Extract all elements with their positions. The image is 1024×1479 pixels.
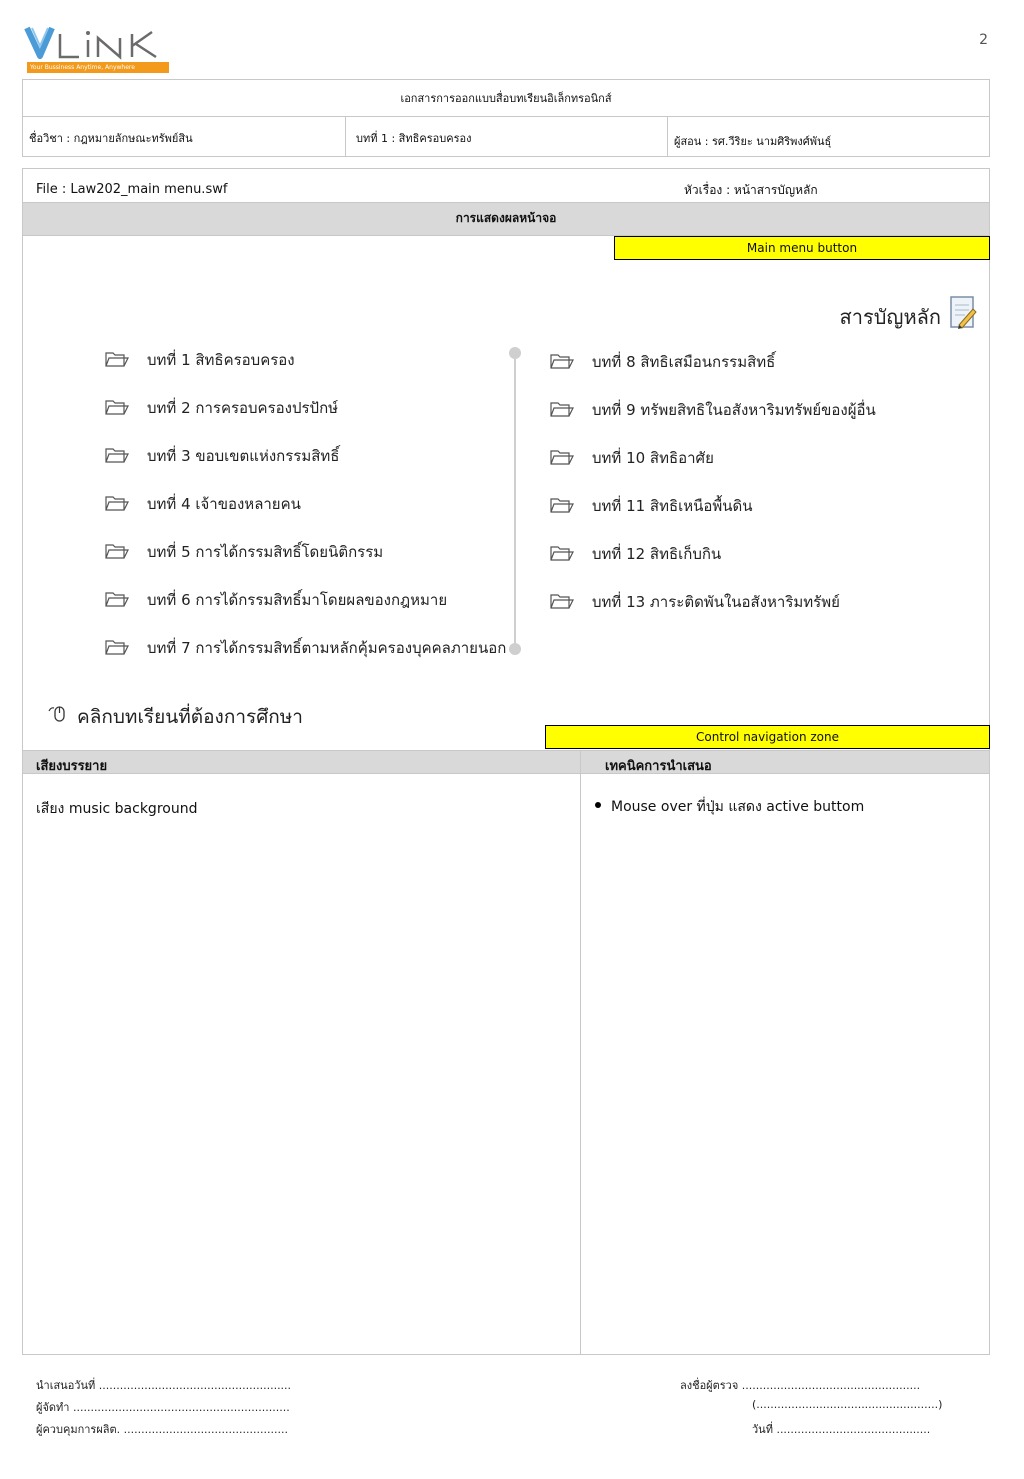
lesson-11-link[interactable]: บทที่ 11 สิทธิเหนือพื้นดิน [592, 497, 753, 515]
divider-top-dot [509, 347, 521, 359]
lesson-7-link[interactable]: บทที่ 7 การได้กรรมสิทธิ์ตามหลักคุ้มครองบุคคลภายนอก [147, 639, 507, 657]
main-menu-heading: สารบัญหลัก [839, 305, 941, 329]
production-control-line: ผู้ควบคุมการผลิต. ............................................... [36, 1423, 288, 1436]
mouse-click-icon [47, 703, 69, 725]
logo-tagline: Your Bussiness Anytime, Anywhere [27, 62, 169, 73]
storyboard-frame [22, 168, 990, 1355]
folder-icon [105, 638, 129, 656]
lesson-4-link[interactable]: บทที่ 4 เจ้าของหลายคน [147, 495, 301, 513]
folder-icon [550, 400, 574, 418]
folder-icon [105, 494, 129, 512]
lesson-6-link[interactable]: บทที่ 6 การได้กรรมสิทธิ์มาโดยผลของกฎหมาย [147, 591, 448, 609]
lesson-1-link[interactable]: บทที่ 1 สิทธิครอบครอง [147, 351, 295, 369]
notepad-pencil-icon[interactable] [949, 295, 977, 331]
page-number: 2 [979, 32, 988, 48]
reviewer-sign-line: ลงชื่อผู้ตรวจ ................................................... [680, 1379, 921, 1392]
technique-title: เทคนิคการนำเสนอ [605, 759, 712, 774]
lesson-5-link[interactable]: บทที่ 5 การได้กรรมสิทธิ์โดยนิติกรรม [147, 543, 384, 561]
folder-icon [105, 398, 129, 416]
vlink-logo [24, 24, 174, 74]
main-menu-tag: Main menu button [614, 236, 990, 260]
technique-text: Mouse over ที่ปุ่ม แสดง active buttom [611, 799, 865, 815]
narration-text: เสียง music background [36, 801, 198, 817]
presented-date-line: นำเสนอวันที่ ....................................................... [36, 1379, 292, 1392]
folder-icon [105, 350, 129, 368]
display-header: การแสดงผลหน้าจอ [23, 203, 989, 236]
divider-bottom-dot [509, 643, 521, 655]
reviewer-name-line: (....................................................) [752, 1398, 943, 1411]
column-divider [580, 750, 581, 1355]
producer-line: ผู้จัดทำ .............................................................. [36, 1401, 290, 1414]
topic-name: หัวเรื่อง : หน้าสารบัญหลัก [684, 183, 818, 197]
folder-icon [105, 590, 129, 608]
narration-title: เสียงบรรยาย [36, 759, 108, 774]
lesson-12-link[interactable]: บทที่ 12 สิทธิเก็บกิน [592, 545, 722, 563]
subject-name: ชื่อวิชา : กฎหมายลักษณะทรัพย์สิน [23, 117, 346, 157]
control-navigation-tag: Control navigation zone [545, 725, 990, 749]
document-header [22, 79, 990, 157]
lesson-2-link[interactable]: บทที่ 2 การครอบครองปรปักษ์ [147, 399, 339, 417]
bullet-icon [595, 802, 601, 808]
document-title: เอกสารการออกแบบสื่อบทเรียนอิเล็กทรอนิกส์ [23, 80, 989, 117]
lesson-9-link[interactable]: บทที่ 9 ทรัพยสิทธิในอสังหาริมทรัพย์ของผู้อื่น [592, 401, 876, 419]
folder-icon [550, 448, 574, 466]
folder-icon [550, 496, 574, 514]
lesson-name: บทที่ 1 : สิทธิครอบครอง [346, 117, 668, 157]
vlink-logo-mark [24, 24, 174, 62]
lesson-3-link[interactable]: บทที่ 3 ขอบเขตแห่งกรรมสิทธิ์ [147, 447, 340, 465]
folder-icon [105, 446, 129, 464]
folder-icon [550, 544, 574, 562]
section-header-bar [23, 750, 989, 774]
review-date-line: วันที่ ............................................ [752, 1423, 931, 1436]
folder-icon [550, 352, 574, 370]
menu-divider [514, 353, 516, 649]
lesson-10-link[interactable]: บทที่ 10 สิทธิอาศัย [592, 449, 714, 467]
lesson-13-link[interactable]: บทที่ 13 ภาระติดพันในอสังหาริมทรัพย์ [592, 593, 840, 611]
click-hint-text: คลิกบทเรียนที่ต้องการศึกษา [77, 706, 303, 728]
folder-icon [105, 542, 129, 560]
folder-icon [550, 592, 574, 610]
file-name: File : Law202_main menu.swf [36, 182, 228, 197]
lesson-8-link[interactable]: บทที่ 8 สิทธิเสมือนกรรมสิทธิ์ [592, 353, 776, 371]
instructor-name: ผู้สอน : รศ.วีริยะ นามศิริพงศ์พันธุ์ [674, 135, 832, 148]
file-row [23, 169, 989, 203]
